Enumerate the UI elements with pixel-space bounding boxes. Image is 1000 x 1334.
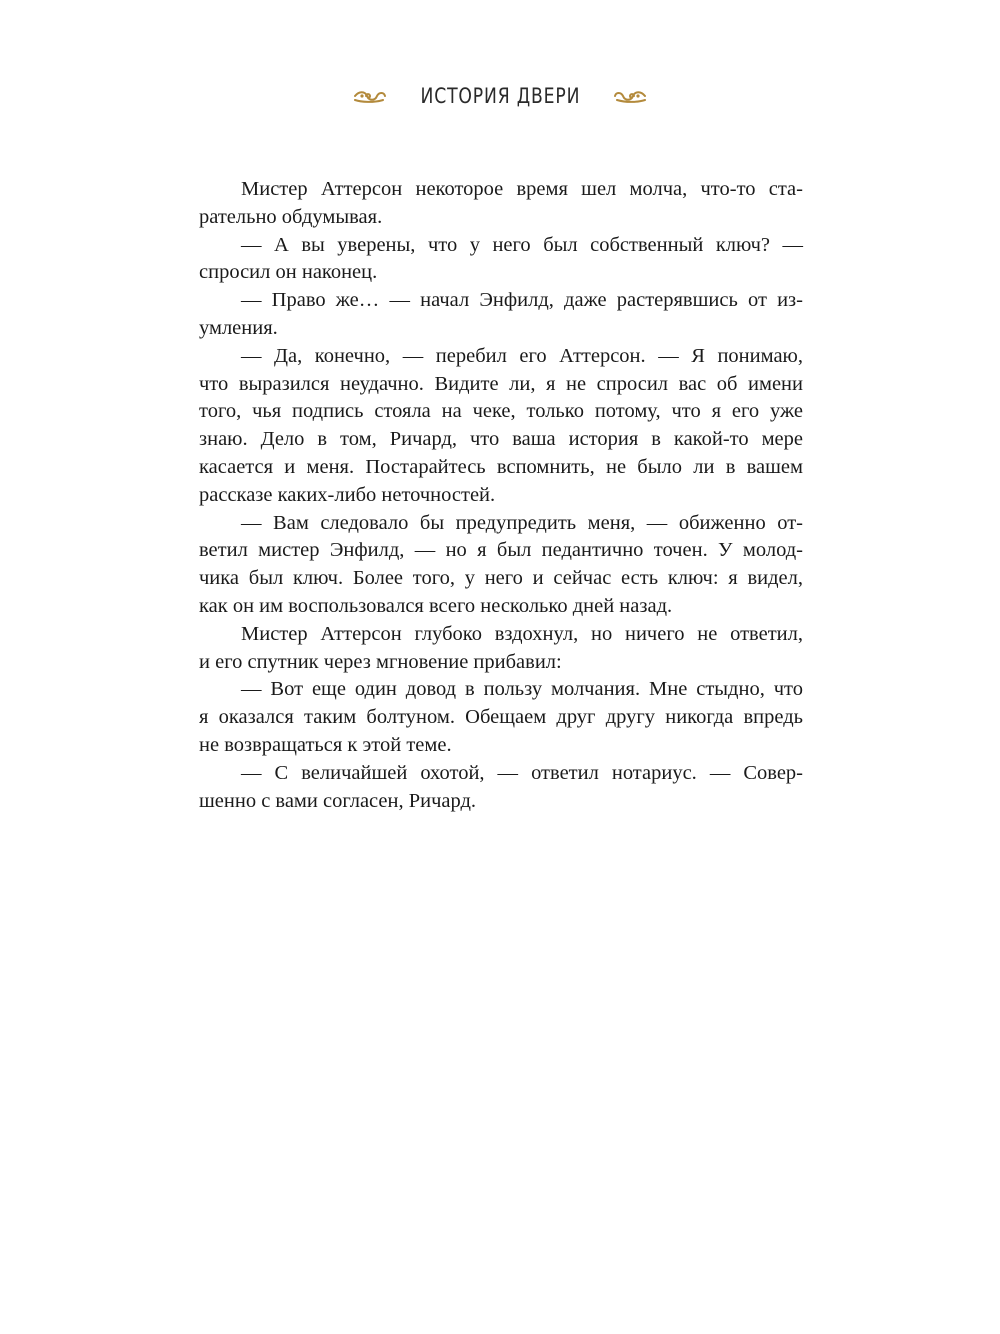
text-line: и его спутник через мгновение прибавил: [199,650,562,673]
running-head-title: ИСТОРИЯ ДВЕРИ [420,84,580,108]
text-line: — Да, конечно, — перебил его Аттерсон. — Я понимаю, [241,344,803,367]
text-line: Мистер Аттерсон некоторое время шел молча, что-то ста- [241,178,803,200]
text-line: — Вот еще один довод в пользу молчания. Мне стыдно, что [241,678,803,701]
text-line: знаю. Дело в том, Ричард, что ваша история в какой-то мере [199,428,803,451]
text-line: — Вам следовало бы предупредить меня, — обиженно от- [241,511,803,534]
text-line: как он им воспользовался всего несколько дней назад. [199,594,673,617]
text-line: касается и меня. Постарайтесь вспомнить, не было ли в вашем [199,455,803,478]
text-line: спросил он наконец. [199,261,378,284]
text-line: чика был ключ. Более того, у него и сейчас есть ключ: я видел, [199,567,803,590]
text-line: — А вы уверены, что у него был собственный ключ? — [241,233,803,256]
text-line: что выразился неудачно. Видите ли, я не спросил вас об имени [199,372,803,395]
text-line: Мистер Аттерсон глубоко вздохнул, но ничего не ответил, [241,622,803,645]
scroll-ornament-icon [613,87,647,105]
scroll-ornament-icon [353,87,387,105]
running-head [0,80,1000,112]
text-line: того, чья подпись стояла на чеке, только потому, что я его уже [199,400,803,423]
text-line: — С величайшей охотой, — ответил нотариус. — Совер- [241,761,803,784]
text-line: я оказался таким болтуном. Обещаем друг другу никогда впредь [199,706,803,729]
text-line: рательно обдумывая. [199,205,383,228]
body-text [199,176,803,815]
text-line: — Право же… — начал Энфилд, даже растерявшись от из- [241,289,803,312]
text-line: умления. [199,316,278,339]
text-line: ветил мистер Энфилд, — но я был педантично точен. У молод- [199,539,803,562]
text-line: не возвращаться к этой теме. [199,733,452,756]
text-line: рассказе каких-либо неточностей. [199,483,496,506]
text-line: шенно с вами согласен, Ричард. [199,789,477,812]
